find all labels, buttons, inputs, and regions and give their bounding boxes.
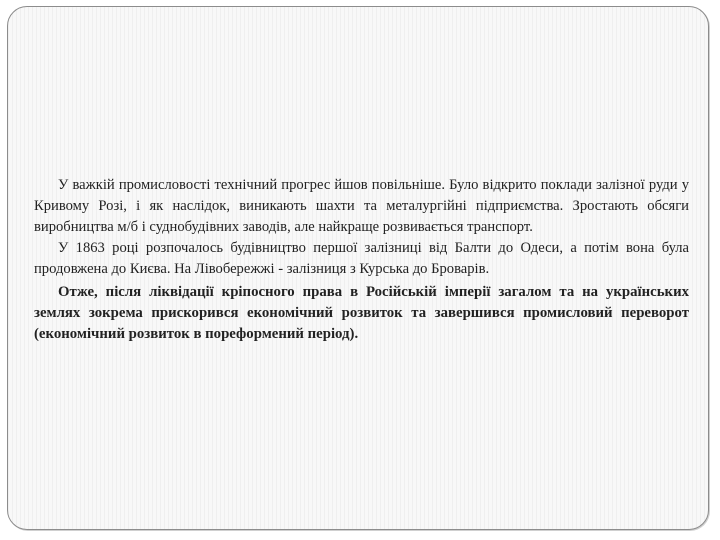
paragraph-railway: У 1863 році розпочалось будівництво першої залізниці від Балти до Одеси, а потім вона була продовжена до Києва. На Лівобережжі - залізниця з Курська до Броварів.	[34, 240, 689, 277]
paragraph-heavy-industry: У важкій промисловості технічний прогрес йшов повільніше. Було відкрито поклади залізної руди у Кривому Розі, і як наслідок, виникають шахти та металургійні підприємства. Зростають обсяги виробництва м/б і суднобудівних заводів, але найкраще розвивається транспорт.	[34, 177, 689, 235]
paragraph-conclusion: Отже, після ліквідації кріпосного права в Російській імперії загалом та на українських землях зокрема прискорився економічний розвиток та завершився промисловий переворот (економічний розвиток в пореформений період).	[34, 284, 689, 342]
text-block	[34, 175, 689, 345]
